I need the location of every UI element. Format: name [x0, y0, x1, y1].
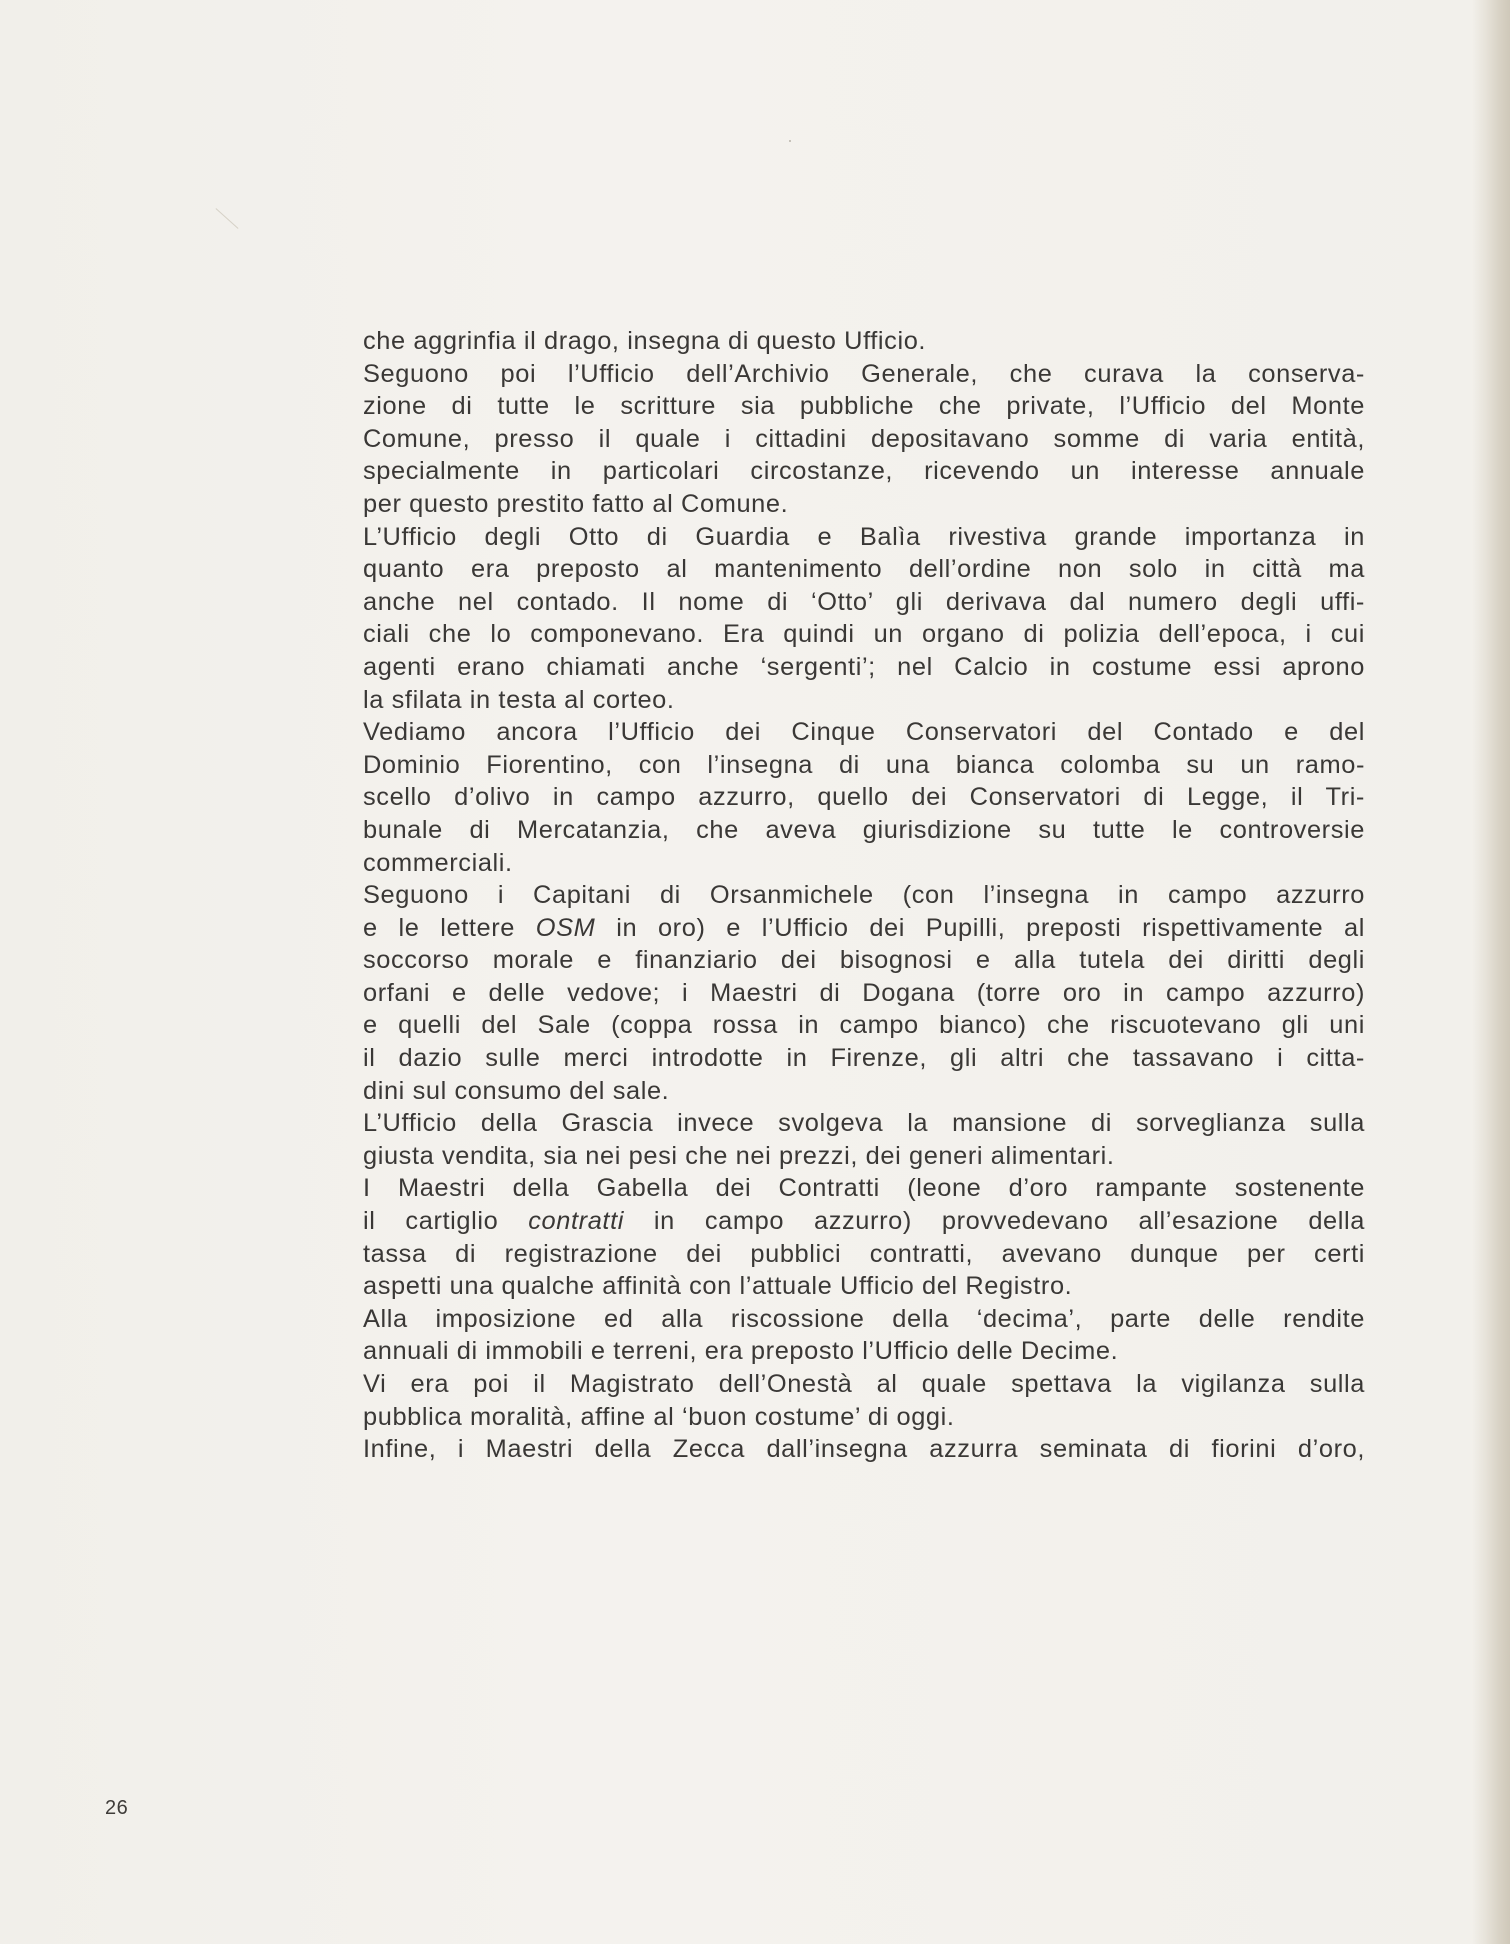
text-line: quanto era preposto al mantenimento dell’ordine non solo in città ma — [363, 555, 1365, 584]
text-line: Vi era poi il Magistrato dell’Onestà al quale spettava la vigilanza sulla — [363, 1370, 1365, 1398]
text-line: aspetti una qualche affinità con l’attuale Ufficio del Registro. — [363, 1272, 1073, 1301]
text-line: annuali di immobili e terreni, era preposto l’Ufficio delle Decime. — [363, 1337, 1119, 1366]
text-line: L’Ufficio della Grascia invece svolgeva la mansione di sorveglianza sulla — [363, 1109, 1365, 1138]
text-line: Seguono poi l’Ufficio dell’Archivio Generale, che curava la conserva- — [363, 359, 1365, 388]
paper-mark — [216, 208, 239, 229]
text-line: e le lettere OSM in oro) e l’Ufficio dei Pupilli, preposti rispettivamente al — [363, 913, 1365, 942]
text-line: L’Ufficio degli Otto di Guardia e Balìa rivestiva grande importanza in — [363, 522, 1365, 551]
text-line: agenti erano chiamati anche ‘sergenti’; nel Calcio in costume essi aprono — [363, 652, 1365, 681]
text-line: Dominio Fiorentino, con l’insegna di una bianca colomba su un ramo- — [363, 750, 1365, 779]
text-line: il cartiglio contratti in campo azzurro) provvedevano all’esazione della — [363, 1207, 1365, 1236]
text-line: il dazio sulle merci introdotte in Firenze, gli altri che tassavano i citta- — [363, 1044, 1365, 1073]
text-line: specialmente in particolari circostanze, ricevendo un interesse annuale — [363, 457, 1365, 486]
text-line: tassa di registrazione dei pubblici contratti, avevano dunque per certi — [363, 1239, 1365, 1268]
text-line: scello d’olivo in campo azzurro, quello dei Conservatori di Legge, il Tri- — [363, 783, 1365, 812]
text-line: Infine, i Maestri della Zecca dall’insegna azzurra seminata di fiorini d’oro, — [363, 1435, 1365, 1464]
text-line: commerciali. — [363, 848, 513, 877]
text-line: Vediamo ancora l’Ufficio dei Cinque Conservatori del Contado e del — [363, 718, 1365, 747]
text-line: soccorso morale e finanziario dei bisognosi e alla tutela dei diritti degli — [363, 946, 1365, 975]
text-line: pubblica moralità, affine al ‘buon costume’ di oggi. — [363, 1402, 955, 1431]
page-number: 26 — [105, 1797, 129, 1819]
paper-speck — [789, 140, 791, 142]
text-line: per questo prestito fatto al Comune. — [363, 489, 789, 518]
text-line: I Maestri della Gabella dei Contratti (leone d’oro rampante sostenente — [363, 1174, 1365, 1203]
text-line: anche nel contado. Il nome di ‘Otto’ gli derivava dal numero degli uffi- — [363, 587, 1365, 616]
text-line: che aggrinfia il drago, insegna di questo Ufficio. — [363, 327, 927, 355]
page-binding-edge — [1472, 0, 1510, 1944]
text-line: dini sul consumo del sale. — [363, 1076, 670, 1105]
text-line: orfani e delle vedove; i Maestri di Dogana (torre oro in campo azzurro) — [363, 978, 1365, 1007]
text-line: Comune, presso il quale i cittadini depositavano somme di varia entità, — [363, 424, 1365, 453]
text-line: zione di tutte le scritture sia pubbliche che private, l’Ufficio del Monte — [363, 392, 1365, 421]
text-line: Alla imposizione ed alla riscossione della ‘decima’, parte delle rendite — [363, 1304, 1365, 1333]
text-line: e quelli del Sale (coppa rossa in campo bianco) che riscuotevano gli uni — [363, 1011, 1365, 1040]
text-line: ciali che lo componevano. Era quindi un organo di polizia dell’epoca, i cui — [363, 620, 1365, 649]
text-line: la sfilata in testa al corteo. — [363, 685, 675, 714]
text-line: giusta vendita, sia nei pesi che nei prezzi, dei generi alimentari. — [363, 1141, 1115, 1170]
text-line: Seguono i Capitani di Orsanmichele (con l’insegna in campo azzurro — [363, 881, 1365, 910]
text-line: bunale di Mercatanzia, che aveva giurisdizione su tutte le controversie — [363, 815, 1365, 844]
body-text — [363, 325, 1365, 1466]
